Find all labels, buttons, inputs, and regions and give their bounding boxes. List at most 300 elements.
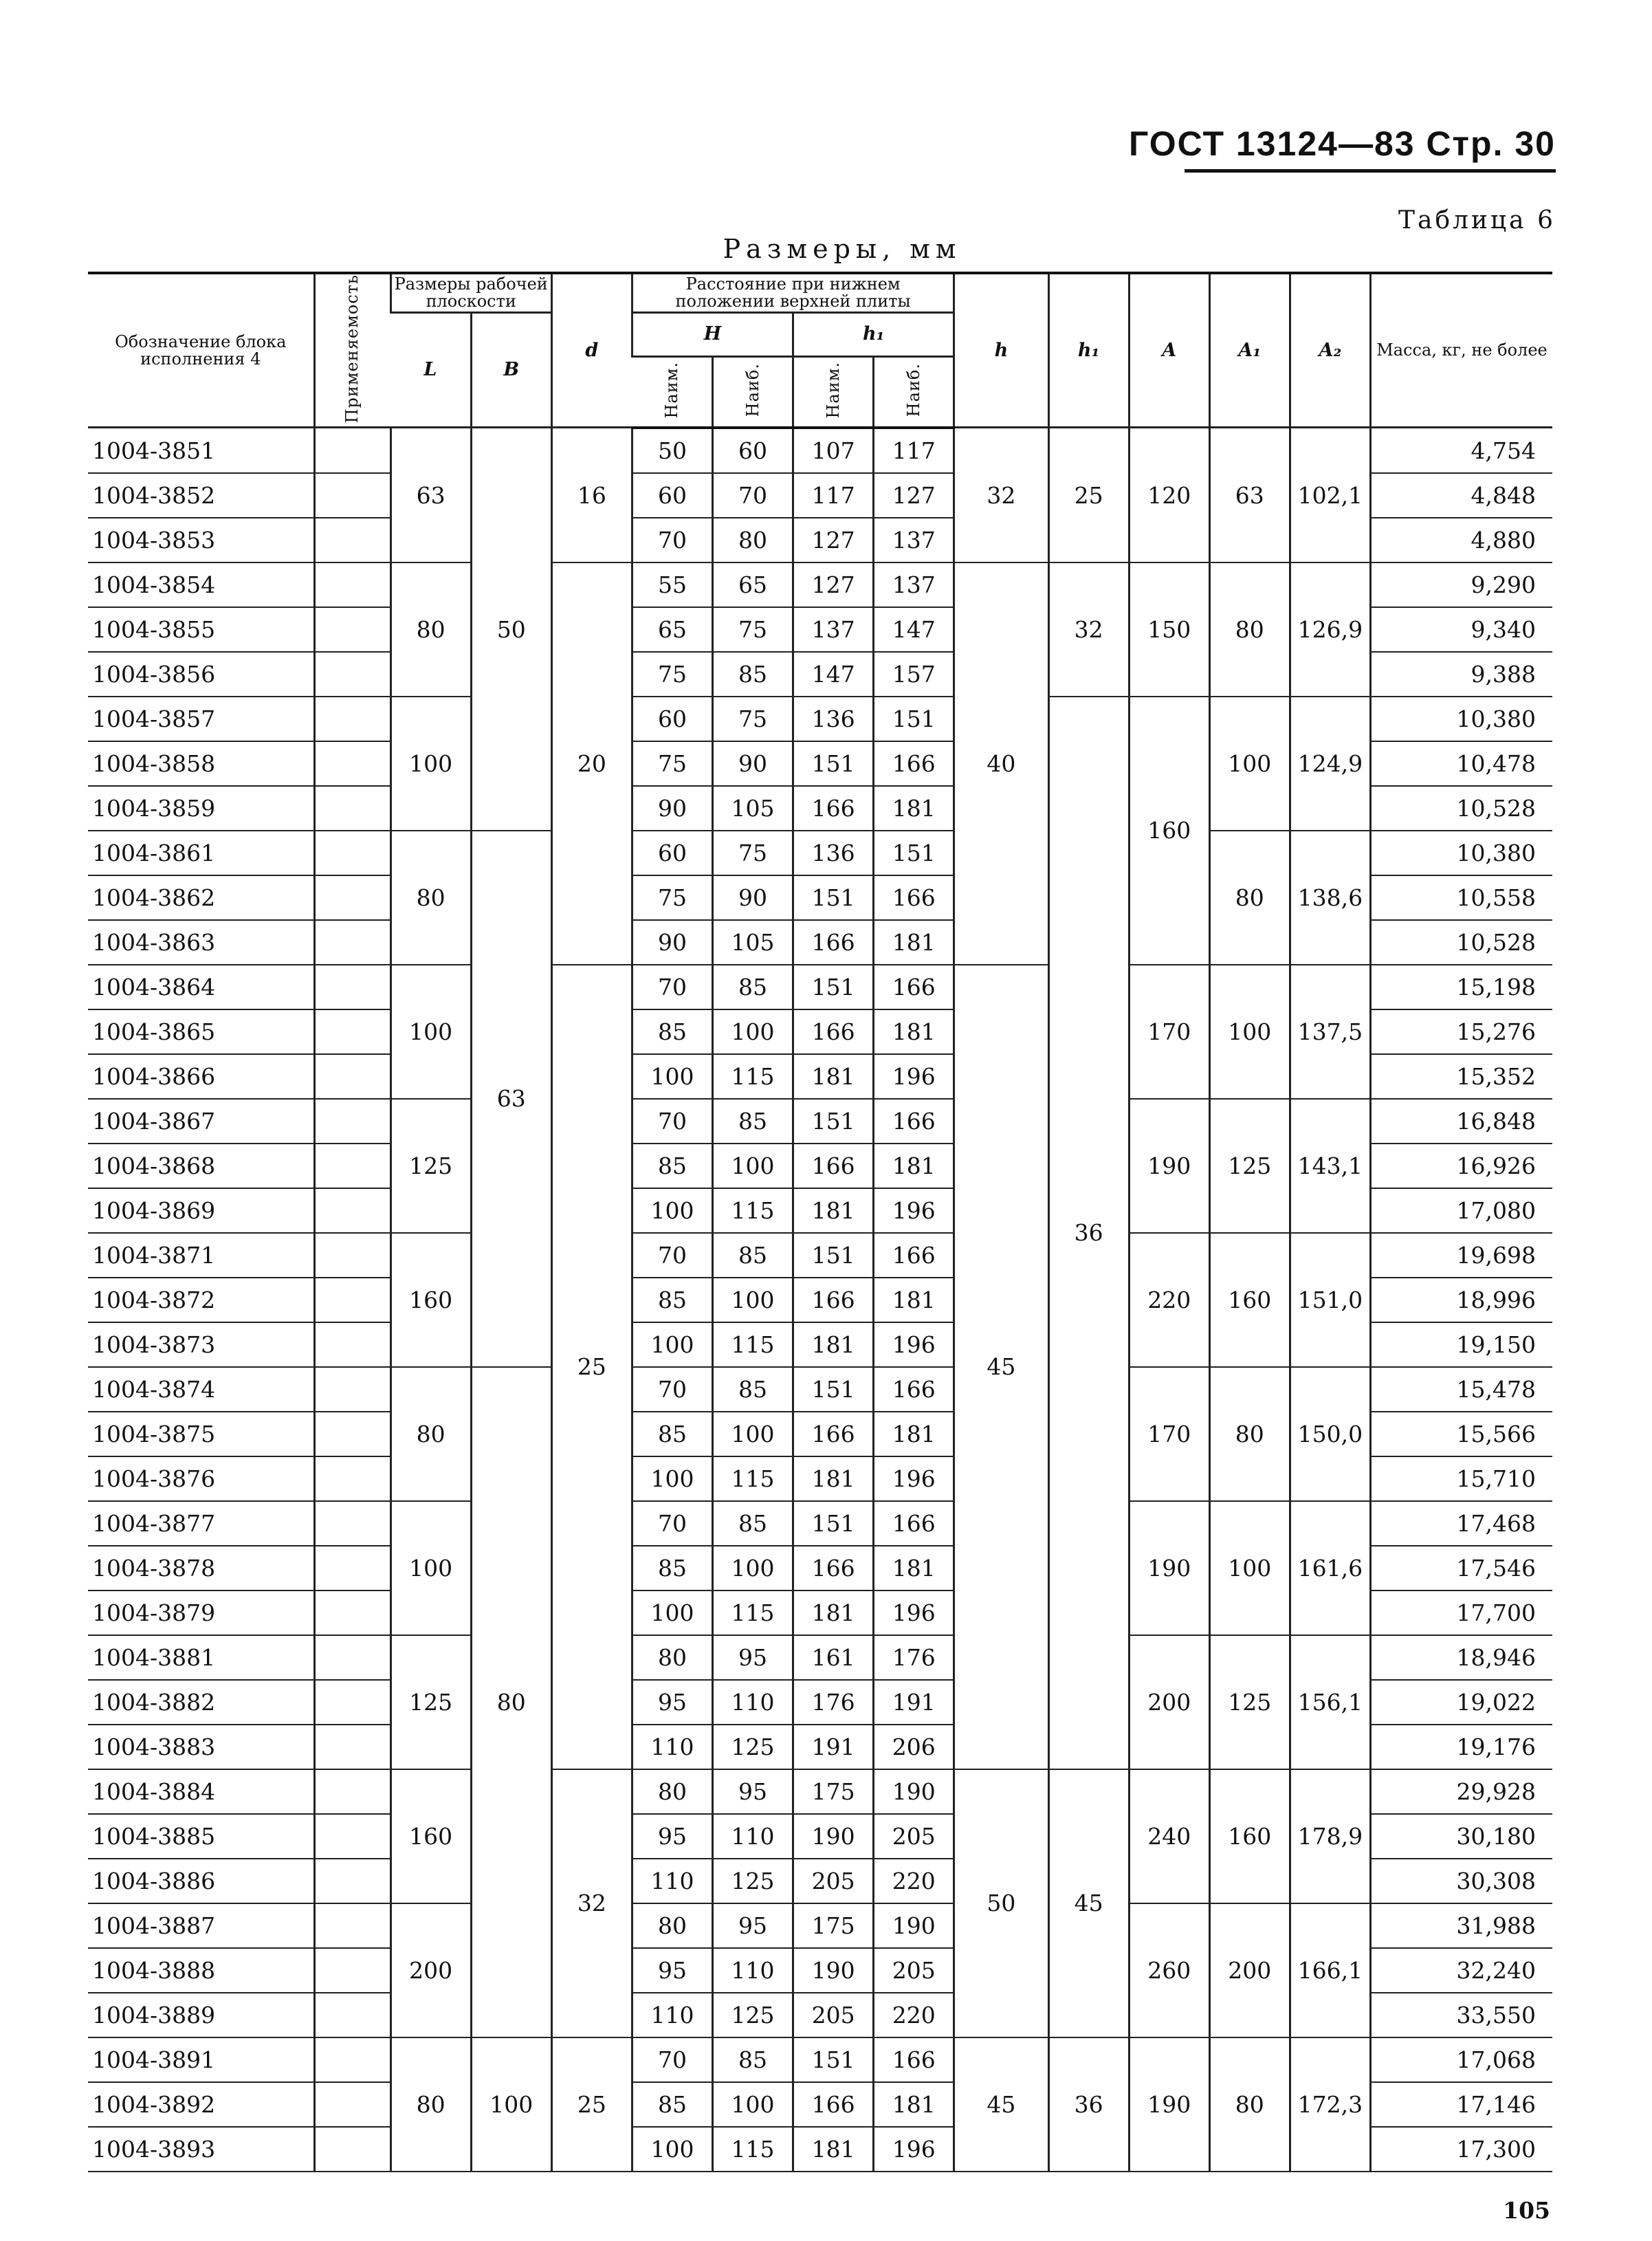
mass-cell: 19,176 <box>1370 1725 1552 1769</box>
A1-cell: 200 <box>1209 1903 1290 2037</box>
H-min-cell: 85 <box>632 1009 712 1054</box>
h1-min-cell: 181 <box>793 1456 874 1501</box>
applicability-cell <box>314 697 390 741</box>
A2-cell: 102,1 <box>1290 428 1370 562</box>
table-row <box>88 697 1552 741</box>
mass-cell: 18,946 <box>1370 1635 1552 1680</box>
L-cell: 200 <box>390 1903 471 2037</box>
h1-min-cell: 181 <box>793 1054 874 1099</box>
B-cell: 100 <box>471 2037 551 2172</box>
H-min-cell: 90 <box>632 786 712 831</box>
applicability-cell <box>314 1188 390 1233</box>
applicability-cell <box>314 1859 390 1903</box>
applicability-cell <box>314 1546 390 1590</box>
col-h-label: h <box>994 339 1009 361</box>
H-max-cell: 90 <box>713 875 793 920</box>
h1-min-cell: 205 <box>793 1993 874 2037</box>
document-header <box>1129 124 1556 173</box>
h1-min-cell: 166 <box>793 786 874 831</box>
L-cell: 80 <box>390 2037 471 2172</box>
h1-min-cell: 190 <box>793 1948 874 1993</box>
H-max-cell: 100 <box>713 1009 793 1054</box>
H-min-cell: 95 <box>632 1680 712 1725</box>
H-max-cell: 75 <box>713 607 793 652</box>
H-max-cell: 125 <box>713 1725 793 1769</box>
mass-cell: 9,290 <box>1370 562 1552 607</box>
mass-cell: 19,698 <box>1370 1233 1552 1278</box>
H-min-cell: 75 <box>632 741 712 786</box>
h1-min-cell: 166 <box>793 1144 874 1188</box>
designation-cell: 1004-3885 <box>88 1814 314 1859</box>
designation-cell: 1004-3889 <box>88 1993 314 2037</box>
table-row <box>88 1635 1552 1680</box>
col-A2 <box>1290 273 1370 428</box>
applicability-cell <box>314 1590 390 1635</box>
designation-cell: 1004-3878 <box>88 1546 314 1590</box>
H-max-cell: 125 <box>713 1993 793 2037</box>
h1-max-cell: 181 <box>874 2082 954 2127</box>
H-max-cell: 100 <box>713 1546 793 1590</box>
h1-min-cell: 166 <box>793 2082 874 2127</box>
h1-min-cell: 151 <box>793 1099 874 1144</box>
table-row <box>88 831 1552 875</box>
mass-cell: 15,566 <box>1370 1412 1552 1456</box>
A1-cell: 160 <box>1209 1769 1290 1903</box>
designation-cell: 1004-3875 <box>88 1412 314 1456</box>
mass-cell: 10,380 <box>1370 697 1552 741</box>
H-min-cell: 100 <box>632 1322 712 1367</box>
A-cell: 120 <box>1129 428 1209 562</box>
col-L <box>390 313 471 428</box>
applicability-cell <box>314 1009 390 1054</box>
applicability-cell <box>314 1144 390 1188</box>
col-A <box>1129 273 1209 428</box>
H-max-cell: 110 <box>713 1680 793 1725</box>
mass-cell: 10,528 <box>1370 786 1552 831</box>
L-cell: 125 <box>390 1099 471 1233</box>
h-cell: 32 <box>954 428 1048 562</box>
h1-min-cell: 181 <box>793 1188 874 1233</box>
H-min-cell: 50 <box>632 428 712 473</box>
applicability-cell <box>314 1054 390 1099</box>
designation-cell: 1004-3861 <box>88 831 314 875</box>
h-cell: 45 <box>954 2037 1048 2172</box>
mass-cell: 4,754 <box>1370 428 1552 473</box>
L-cell: 80 <box>390 562 471 697</box>
h1-max-cell: 181 <box>874 920 954 965</box>
h1-max-cell: 220 <box>874 1993 954 2037</box>
applicability-cell <box>314 2127 390 2172</box>
designation-cell: 1004-3856 <box>88 652 314 697</box>
d-cell: 16 <box>551 428 632 562</box>
h1-min-cell: 181 <box>793 1590 874 1635</box>
B-cell: 80 <box>471 1367 551 2037</box>
d-cell: 32 <box>551 1769 632 2037</box>
H-max-cell: 85 <box>713 1501 793 1546</box>
h1-max-cell: 181 <box>874 1009 954 1054</box>
h1-max-cell: 151 <box>874 831 954 875</box>
H-min-cell: 100 <box>632 1456 712 1501</box>
H-min-cell: 60 <box>632 697 712 741</box>
A-cell: 200 <box>1129 1635 1209 1769</box>
mass-cell: 15,710 <box>1370 1456 1552 1501</box>
h1-max-cell: 181 <box>874 1412 954 1456</box>
d-cell: 25 <box>551 965 632 1769</box>
mass-cell: 17,146 <box>1370 2082 1552 2127</box>
H-max-cell: 90 <box>713 741 793 786</box>
table-row <box>88 1233 1552 1278</box>
designation-cell: 1004-3891 <box>88 2037 314 2082</box>
col-H-max <box>713 356 793 428</box>
mass-cell: 15,478 <box>1370 1367 1552 1412</box>
H-max-cell: 100 <box>713 1412 793 1456</box>
A2-cell: 150,0 <box>1290 1367 1370 1501</box>
applicability-cell <box>314 473 390 518</box>
table-body <box>88 428 1552 2172</box>
applicability-cell <box>314 1412 390 1456</box>
applicability-cell <box>314 428 390 473</box>
h1-cell: 25 <box>1048 428 1129 562</box>
A-cell: 190 <box>1129 2037 1209 2172</box>
H-max-cell: 65 <box>713 562 793 607</box>
L-cell: 80 <box>390 831 471 965</box>
H-min-cell: 80 <box>632 1769 712 1814</box>
mass-cell: 19,022 <box>1370 1680 1552 1725</box>
A1-cell: 125 <box>1209 1635 1290 1769</box>
H-min-cell: 70 <box>632 965 712 1009</box>
H-max-cell: 100 <box>713 2082 793 2127</box>
mass-cell: 18,996 <box>1370 1278 1552 1322</box>
h1-max-cell: 196 <box>874 1322 954 1367</box>
h1-max-cell: 151 <box>874 697 954 741</box>
mass-cell: 4,880 <box>1370 518 1552 562</box>
H-min-cell: 90 <box>632 920 712 965</box>
A2-cell: 137,5 <box>1290 965 1370 1099</box>
H-max-cell: 85 <box>713 1099 793 1144</box>
designation-cell: 1004-3873 <box>88 1322 314 1367</box>
A-cell: 220 <box>1129 1233 1209 1367</box>
H-min-cell: 70 <box>632 1367 712 1412</box>
A1-cell: 100 <box>1209 1501 1290 1635</box>
mass-cell: 30,180 <box>1370 1814 1552 1859</box>
applicability-cell <box>314 1456 390 1501</box>
designation-cell: 1004-3881 <box>88 1635 314 1680</box>
table-row <box>88 2037 1552 2082</box>
A2-cell: 172,3 <box>1290 2037 1370 2172</box>
h1-max-cell: 196 <box>874 1188 954 1233</box>
h1-min-cell: 166 <box>793 1546 874 1590</box>
h1-max-cell: 181 <box>874 1144 954 1188</box>
applicability-cell <box>314 786 390 831</box>
table-row <box>88 965 1552 1009</box>
table-label: Таблица 6 <box>1398 206 1556 234</box>
h1-min-cell: 107 <box>793 428 874 473</box>
H-max-cell: 110 <box>713 1814 793 1859</box>
designation-cell: 1004-3854 <box>88 562 314 607</box>
col-B-label: B <box>503 359 520 381</box>
A2-cell: 126,9 <box>1290 562 1370 697</box>
col-H-label: H <box>703 323 722 345</box>
table-row <box>88 562 1552 607</box>
col-h1-max <box>874 356 954 428</box>
H-max-cell: 100 <box>713 1278 793 1322</box>
h1-min-cell: 166 <box>793 920 874 965</box>
h1-max-cell: 181 <box>874 1278 954 1322</box>
A-cell: 170 <box>1129 965 1209 1099</box>
dimensions-label: Размеры, мм <box>723 234 962 264</box>
H-max-cell: 95 <box>713 1903 793 1948</box>
mass-cell: 17,300 <box>1370 2127 1552 2172</box>
A2-cell: 178,9 <box>1290 1769 1370 1903</box>
H-max-cell: 110 <box>713 1948 793 1993</box>
h1-min-cell: 191 <box>793 1725 874 1769</box>
col-h1-sub <box>793 313 954 357</box>
h-cell: 50 <box>954 1769 1048 2037</box>
H-min-cell: 85 <box>632 1278 712 1322</box>
H-max-cell: 125 <box>713 1859 793 1903</box>
designation-cell: 1004-3859 <box>88 786 314 831</box>
h1-max-cell: 220 <box>874 1859 954 1903</box>
H-max-cell: 60 <box>713 428 793 473</box>
designation-cell: 1004-3864 <box>88 965 314 1009</box>
h1-max-cell: 166 <box>874 875 954 920</box>
col-h1-sub-label: h₁ <box>862 323 885 345</box>
h-cell: 45 <box>954 965 1048 1769</box>
page-number: 105 <box>1503 2197 1550 2224</box>
A2-cell: 156,1 <box>1290 1635 1370 1769</box>
d-cell: 20 <box>551 562 632 965</box>
col-mass: Масса, кг, не более <box>1370 273 1552 428</box>
H-max-cell: 115 <box>713 1456 793 1501</box>
applicability-cell <box>314 607 390 652</box>
A1-cell: 63 <box>1209 428 1290 562</box>
H-max-cell: 85 <box>713 965 793 1009</box>
h1-max-cell: 166 <box>874 1099 954 1144</box>
h1-max-cell: 191 <box>874 1680 954 1725</box>
h1-max-cell: 196 <box>874 1054 954 1099</box>
applicability-cell <box>314 518 390 562</box>
col-h1 <box>1048 273 1129 428</box>
applicability-cell <box>314 1501 390 1546</box>
h1-min-cell: 151 <box>793 875 874 920</box>
L-cell: 125 <box>390 1635 471 1769</box>
spec-table <box>88 272 1552 2172</box>
document-title: ГОСТ 13124—83 Стр. 30 <box>1129 124 1556 163</box>
mass-cell: 10,380 <box>1370 831 1552 875</box>
h1-min-cell: 161 <box>793 1635 874 1680</box>
designation-cell: 1004-3892 <box>88 2082 314 2127</box>
L-cell: 100 <box>390 697 471 831</box>
h1-min-cell: 181 <box>793 2127 874 2172</box>
H-min-cell: 95 <box>632 1814 712 1859</box>
applicability-cell <box>314 1322 390 1367</box>
A2-cell: 138,6 <box>1290 831 1370 965</box>
H-max-cell: 85 <box>713 1233 793 1278</box>
mass-cell: 16,926 <box>1370 1144 1552 1188</box>
H-min-cell: 55 <box>632 562 712 607</box>
h1-max-cell: 166 <box>874 965 954 1009</box>
col-A1-label: A₁ <box>1238 339 1262 361</box>
A2-cell: 151,0 <box>1290 1233 1370 1367</box>
h1-max-cell: 181 <box>874 786 954 831</box>
h1-min-cell: 166 <box>793 1278 874 1322</box>
d-cell: 25 <box>551 2037 632 2172</box>
h1-min-cell: 151 <box>793 741 874 786</box>
H-max-cell: 95 <box>713 1635 793 1680</box>
applicability-cell <box>314 652 390 697</box>
mass-cell: 9,388 <box>1370 652 1552 697</box>
applicability-cell <box>314 2037 390 2082</box>
designation-cell: 1004-3852 <box>88 473 314 518</box>
h1-cell: 36 <box>1048 2037 1129 2172</box>
designation-cell: 1004-3857 <box>88 697 314 741</box>
designation-cell: 1004-3858 <box>88 741 314 786</box>
A2-cell: 143,1 <box>1290 1099 1370 1233</box>
designation-cell: 1004-3855 <box>88 607 314 652</box>
applicability-cell <box>314 1903 390 1948</box>
h1-max-cell: 176 <box>874 1635 954 1680</box>
h1-max-cell: 147 <box>874 607 954 652</box>
table-row <box>88 1367 1552 1412</box>
h1-max-cell: 157 <box>874 652 954 697</box>
col-A2-label: A₂ <box>1319 339 1342 361</box>
col-h1-max-label: Наиб. <box>903 363 923 417</box>
col-applicability <box>314 273 390 428</box>
designation-cell: 1004-3886 <box>88 1859 314 1903</box>
H-min-cell: 60 <box>632 473 712 518</box>
h1-min-cell: 151 <box>793 1233 874 1278</box>
L-cell: 80 <box>390 1367 471 1501</box>
h-cell: 40 <box>954 562 1048 965</box>
applicability-cell <box>314 1680 390 1725</box>
h1-max-cell: 190 <box>874 1769 954 1814</box>
B-cell: 63 <box>471 831 551 1367</box>
h1-min-cell: 205 <box>793 1859 874 1903</box>
h1-cell: 45 <box>1048 1769 1129 2037</box>
A-cell: 240 <box>1129 1769 1209 1903</box>
designation-cell: 1004-3853 <box>88 518 314 562</box>
H-min-cell: 70 <box>632 1233 712 1278</box>
h1-max-cell: 166 <box>874 1367 954 1412</box>
h1-max-cell: 166 <box>874 2037 954 2082</box>
designation-cell: 1004-3883 <box>88 1725 314 1769</box>
H-min-cell: 85 <box>632 1412 712 1456</box>
h1-min-cell: 137 <box>793 607 874 652</box>
mass-cell: 17,546 <box>1370 1546 1552 1590</box>
col-applicability-label: Применяемость <box>342 274 362 424</box>
h1-min-cell: 151 <box>793 2037 874 2082</box>
A2-cell: 161,6 <box>1290 1501 1370 1635</box>
h1-cell: 36 <box>1048 697 1129 1769</box>
col-H-max-label: Наиб. <box>742 363 762 417</box>
col-d-label: d <box>585 339 599 361</box>
mass-cell: 30,308 <box>1370 1859 1552 1903</box>
h1-min-cell: 127 <box>793 562 874 607</box>
designation-cell: 1004-3862 <box>88 875 314 920</box>
col-H <box>632 313 793 357</box>
applicability-cell <box>314 1278 390 1322</box>
h1-min-cell: 136 <box>793 831 874 875</box>
H-max-cell: 85 <box>713 2037 793 2082</box>
A-cell: 190 <box>1129 1501 1209 1635</box>
mass-cell: 16,848 <box>1370 1099 1552 1144</box>
A2-cell: 166,1 <box>1290 1903 1370 2037</box>
h1-max-cell: 181 <box>874 1546 954 1590</box>
table-row <box>88 1769 1552 1814</box>
L-cell: 160 <box>390 1769 471 1903</box>
designation-cell: 1004-3876 <box>88 1456 314 1501</box>
table-row <box>88 428 1552 473</box>
H-min-cell: 110 <box>632 1725 712 1769</box>
H-max-cell: 95 <box>713 1769 793 1814</box>
mass-cell: 17,700 <box>1370 1590 1552 1635</box>
applicability-cell <box>314 2082 390 2127</box>
mass-cell: 32,240 <box>1370 1948 1552 1993</box>
h1-max-cell: 205 <box>874 1948 954 1993</box>
L-cell: 160 <box>390 1233 471 1367</box>
mass-cell: 9,340 <box>1370 607 1552 652</box>
col-d <box>551 273 632 428</box>
H-min-cell: 75 <box>632 652 712 697</box>
H-min-cell: 100 <box>632 1590 712 1635</box>
H-min-cell: 85 <box>632 1144 712 1188</box>
h1-max-cell: 166 <box>874 1233 954 1278</box>
H-max-cell: 105 <box>713 920 793 965</box>
H-max-cell: 80 <box>713 518 793 562</box>
h1-max-cell: 190 <box>874 1903 954 1948</box>
H-min-cell: 75 <box>632 875 712 920</box>
L-cell: 100 <box>390 965 471 1099</box>
H-max-cell: 115 <box>713 1322 793 1367</box>
H-min-cell: 110 <box>632 1859 712 1903</box>
h1-cell: 32 <box>1048 562 1129 697</box>
h1-min-cell: 175 <box>793 1769 874 1814</box>
applicability-cell <box>314 562 390 607</box>
h1-max-cell: 127 <box>874 473 954 518</box>
designation-cell: 1004-3893 <box>88 2127 314 2172</box>
applicability-cell <box>314 1769 390 1814</box>
h1-max-cell: 196 <box>874 1456 954 1501</box>
mass-cell: 10,528 <box>1370 920 1552 965</box>
applicability-cell <box>314 875 390 920</box>
H-min-cell: 100 <box>632 1188 712 1233</box>
H-max-cell: 75 <box>713 697 793 741</box>
h1-max-cell: 205 <box>874 1814 954 1859</box>
H-max-cell: 115 <box>713 1590 793 1635</box>
h1-max-cell: 166 <box>874 741 954 786</box>
h1-min-cell: 151 <box>793 965 874 1009</box>
applicability-cell <box>314 1993 390 2037</box>
col-h1-min <box>793 356 874 428</box>
h1-min-cell: 181 <box>793 1322 874 1367</box>
H-min-cell: 95 <box>632 1948 712 1993</box>
mass-cell: 17,068 <box>1370 2037 1552 2082</box>
designation-cell: 1004-3863 <box>88 920 314 965</box>
H-min-cell: 80 <box>632 1635 712 1680</box>
col-designation: Обозначение блока исполнения 4 <box>88 273 314 428</box>
H-max-cell: 115 <box>713 2127 793 2172</box>
H-min-cell: 85 <box>632 1546 712 1590</box>
H-min-cell: 110 <box>632 1993 712 2037</box>
col-h <box>954 273 1048 428</box>
mass-cell: 31,988 <box>1370 1903 1552 1948</box>
col-A-label: A <box>1162 339 1177 361</box>
designation-cell: 1004-3872 <box>88 1278 314 1322</box>
h1-max-cell: 196 <box>874 2127 954 2172</box>
h1-min-cell: 176 <box>793 1680 874 1725</box>
col-distance: Расстояние при нижнем положении верхней плиты <box>632 273 954 313</box>
col-H-min-label: Наим. <box>661 362 681 419</box>
